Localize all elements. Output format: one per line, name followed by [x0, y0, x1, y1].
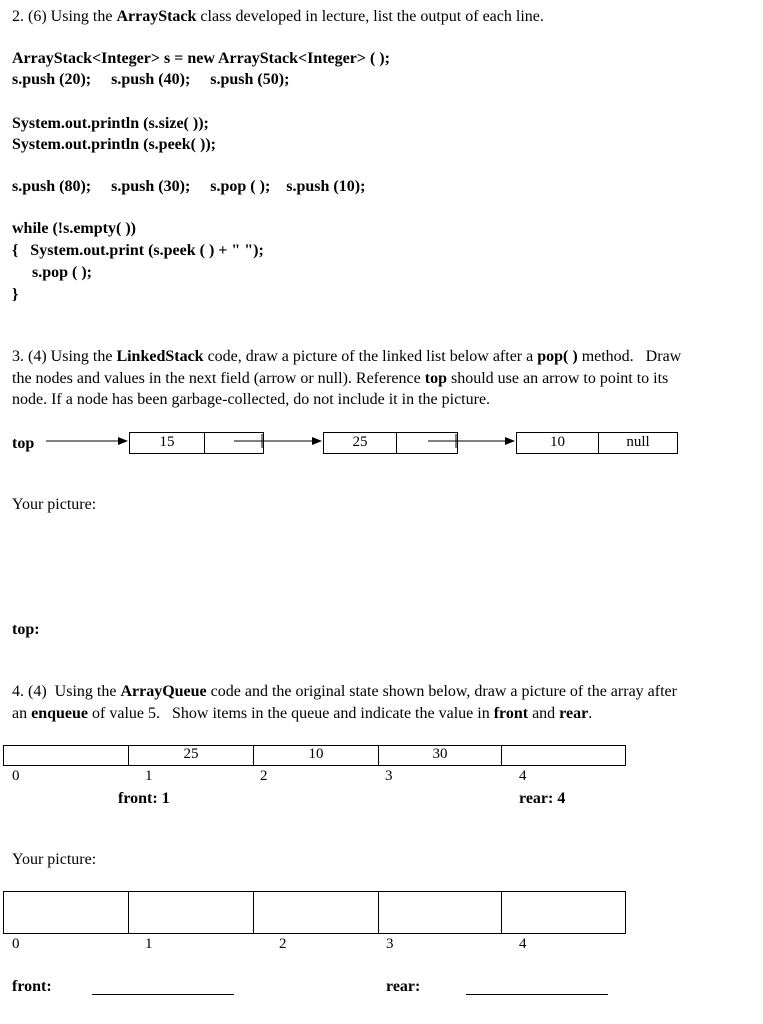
- q3-prompt-line-3: node. If a node has been garbage-collected, do not include it in the picture.: [12, 391, 491, 408]
- answer-rear-blank[interactable]: [466, 994, 608, 995]
- code-line-4: System.out.println (s.peek( ));: [12, 136, 216, 153]
- answer-index-2: 2: [279, 936, 287, 952]
- code-line-1: ArrayStack<Integer> s = new ArrayStack<Integer> ( );: [12, 50, 390, 67]
- queue-index-1: 1: [145, 768, 153, 784]
- answer-cell-4[interactable]: [501, 891, 626, 934]
- code-line-7: { System.out.print (s.peek ( ) + " ");: [12, 242, 264, 259]
- queue-front-label: front: 1: [118, 790, 170, 807]
- answer-cell-0[interactable]: [3, 891, 129, 934]
- q4-prompt-line-2: an enqueue of value 5. Show items in the queue and indicate the value in front and rear.: [12, 705, 593, 722]
- queue-cell-2: 10: [253, 745, 379, 766]
- node-3-value: 10: [516, 432, 599, 454]
- queue-index-4: 4: [519, 768, 527, 784]
- code-line-8: s.pop ( );: [12, 264, 93, 281]
- top-label: top: [12, 435, 35, 452]
- q4-prompt-line-1: 4. (4) Using the ArrayQueue code and the original state shown below, draw a picture of the array after: [12, 683, 677, 700]
- queue-index-0: 0: [12, 768, 20, 784]
- answer-index-0: 0: [12, 936, 20, 952]
- queue-index-3: 3: [385, 768, 393, 784]
- answer-cell-1[interactable]: [128, 891, 254, 934]
- code-line-2: s.push (20); s.push (40); s.push (50);: [12, 71, 290, 88]
- answer-index-4: 4: [519, 936, 527, 952]
- answer-front-label: front:: [12, 978, 52, 995]
- queue-cell-4: [501, 745, 626, 766]
- q2-prompt: 2. (6) Using the ArrayStack class developed in lecture, list the output of each line.: [12, 8, 544, 25]
- answer-rear-label: rear:: [386, 978, 421, 995]
- node-3-next: null: [598, 432, 678, 454]
- code-line-3: System.out.println (s.size( ));: [12, 115, 209, 132]
- queue-cell-3: 30: [378, 745, 502, 766]
- answer-front-blank[interactable]: [92, 994, 234, 995]
- queue-index-2: 2: [260, 768, 268, 784]
- q3-prompt-line-1: 3. (4) Using the LinkedStack code, draw a picture of the linked list below after a pop( ) method. Draw: [12, 348, 682, 365]
- queue-cell-0: [3, 745, 129, 766]
- answer-index-1: 1: [145, 936, 153, 952]
- code-line-5: s.push (80); s.push (30); s.pop ( ); s.push (10);: [12, 178, 366, 195]
- answer-cell-3[interactable]: [378, 891, 502, 934]
- q4-your-picture: Your picture:: [12, 851, 97, 868]
- code-line-9: }: [12, 286, 19, 303]
- node-1-value: 15: [129, 432, 205, 454]
- queue-cell-1: 25: [128, 745, 254, 766]
- q3-answer-top: top:: [12, 621, 40, 638]
- answer-cell-2[interactable]: [253, 891, 379, 934]
- answer-index-3: 3: [386, 936, 394, 952]
- node-2-value: 25: [323, 432, 397, 454]
- code-line-6: while (!s.empty( )): [12, 220, 136, 237]
- q3-your-picture: Your picture:: [12, 496, 97, 513]
- q3-prompt-line-2: the nodes and values in the next field (arrow or null). Reference top should use an arrow to point to its: [12, 370, 669, 387]
- q2-class-name: ArrayStack: [116, 8, 197, 25]
- queue-rear-label: rear: 4: [519, 790, 566, 807]
